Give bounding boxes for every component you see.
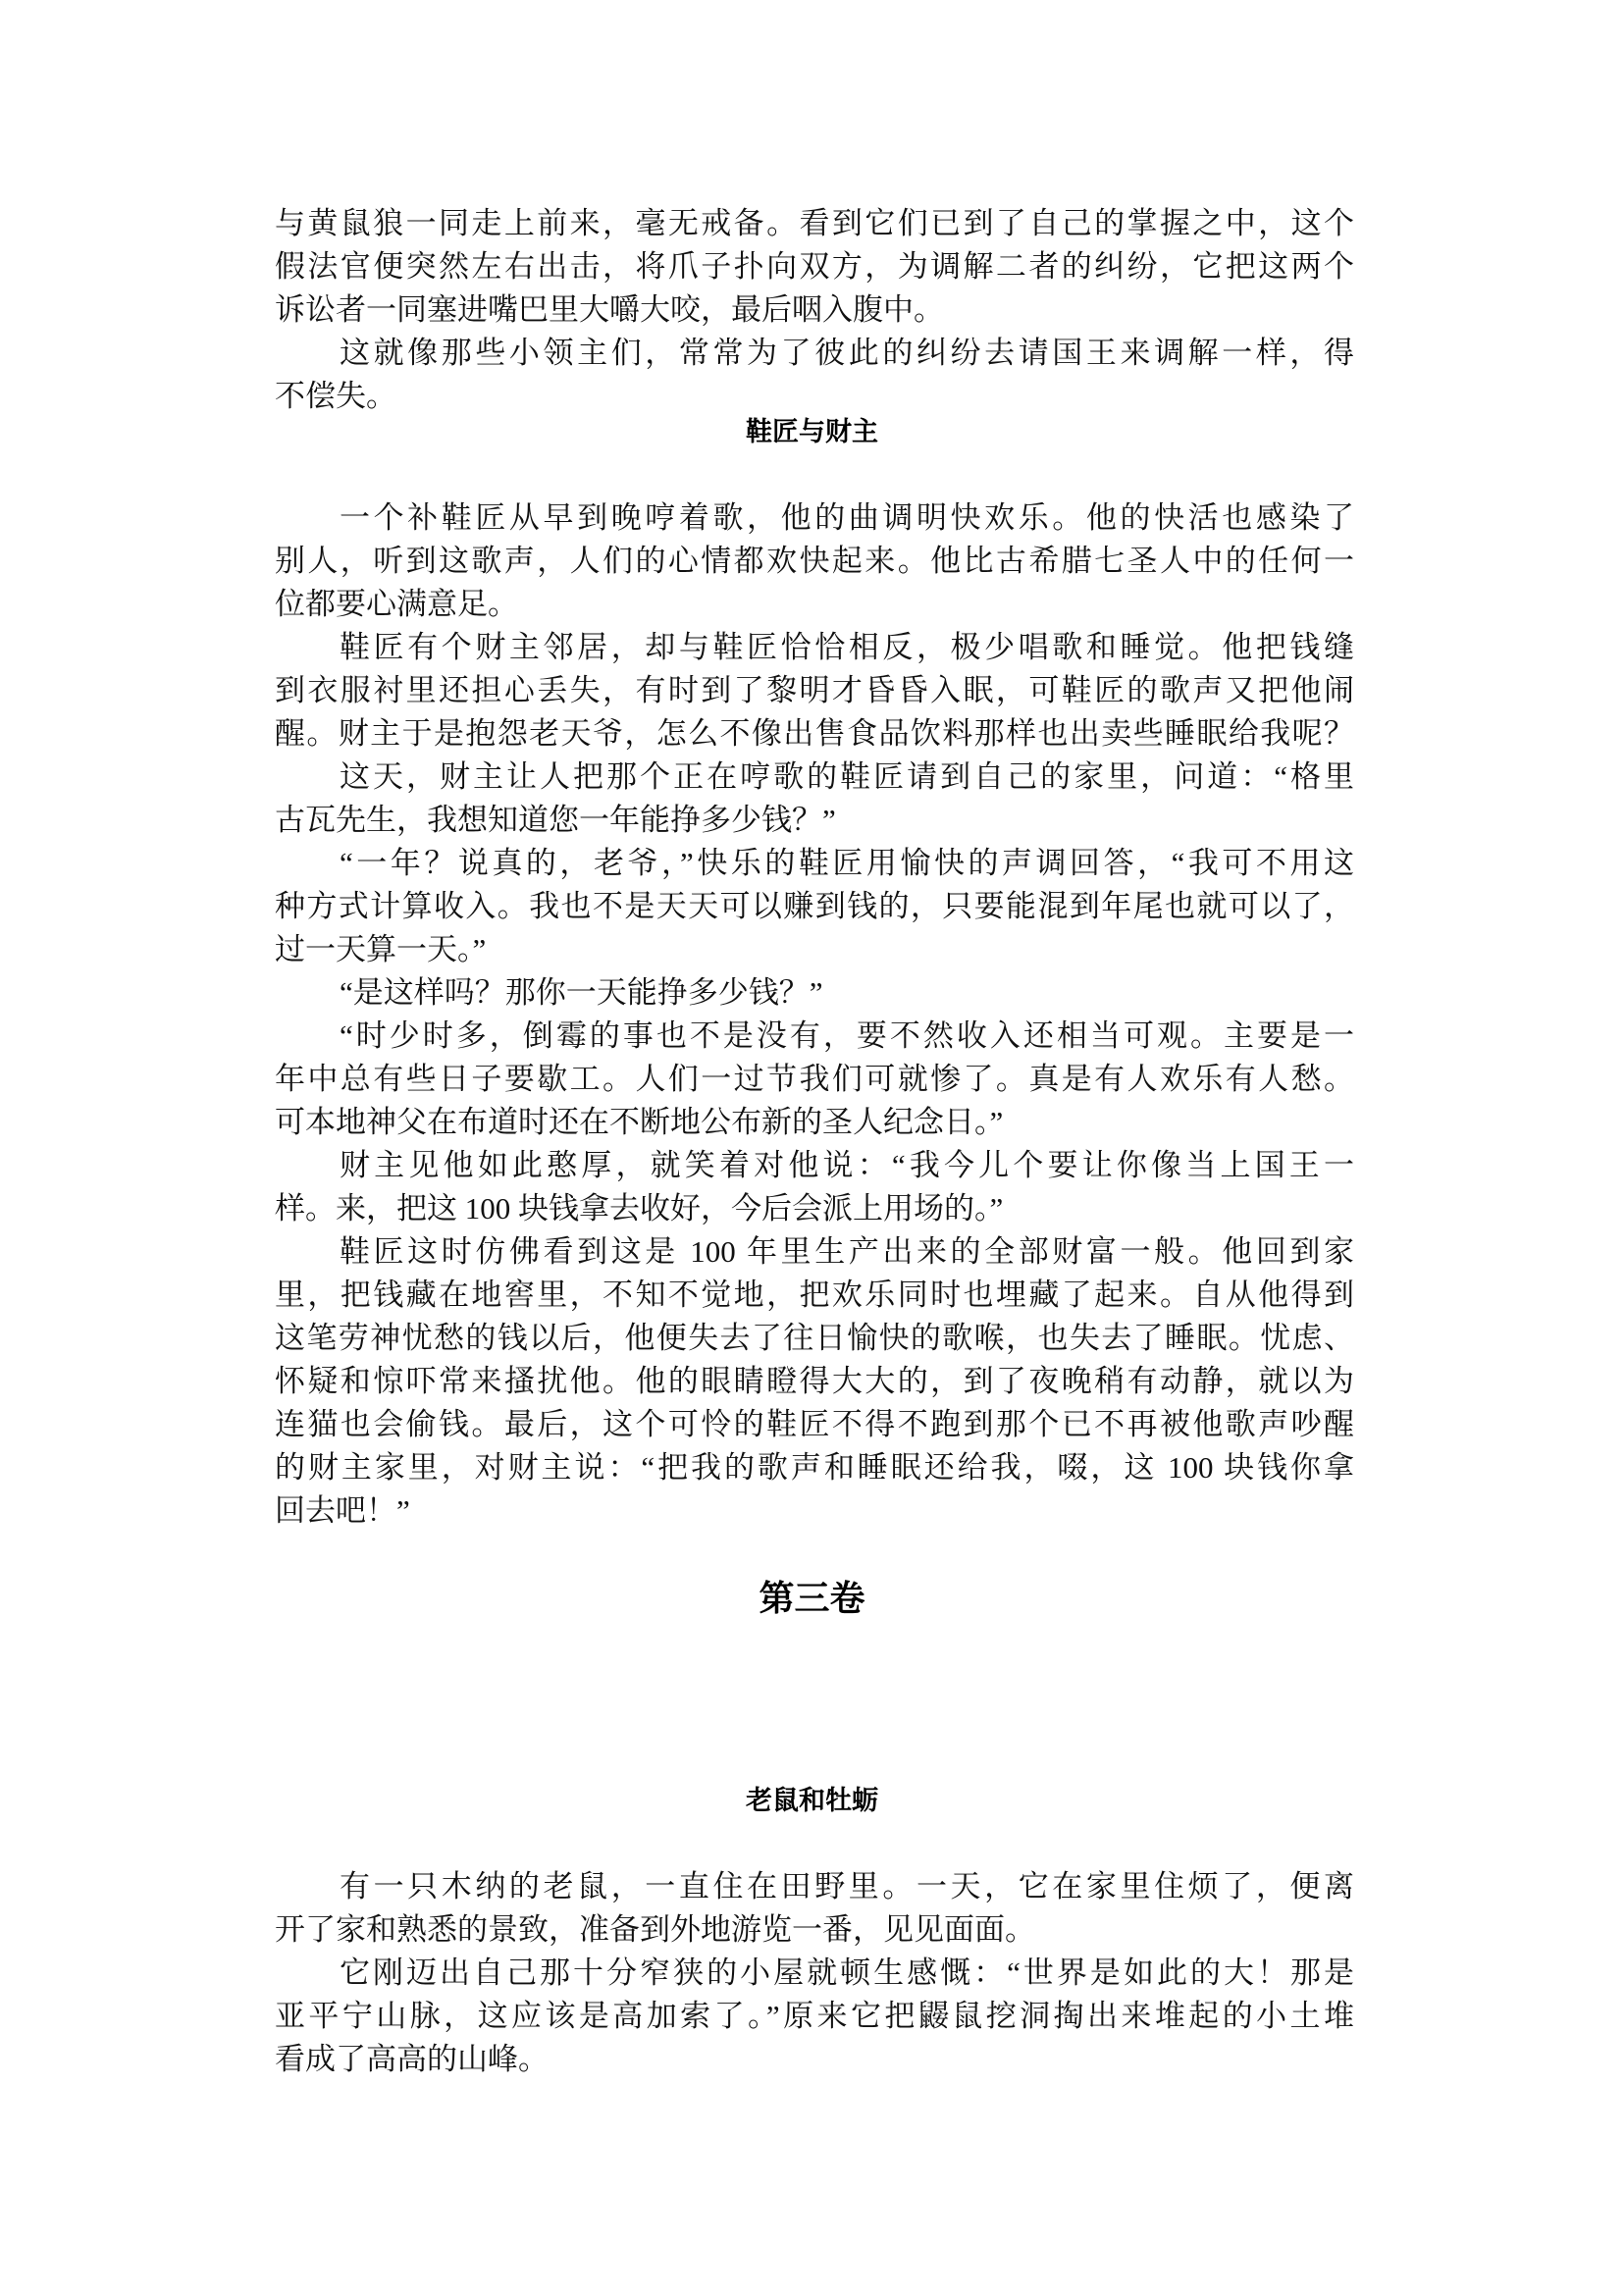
body-line: 财主见他如此憨厚，就笑着对他说：“我今儿个要让你像当上国王一 xyxy=(340,1148,1354,1182)
body-line: “一年？说真的，老爷，”快乐的鞋匠用愉快的声调回答，“我可不用这 xyxy=(340,846,1354,880)
body-line: 连猫也会偷钱。最后，这个可怜的鞋匠不得不跑到那个已不再被他歌声吵醒 xyxy=(275,1407,1354,1441)
body-line: 回去吧！” xyxy=(275,1493,410,1528)
story-title: 老鼠和牡蛎 xyxy=(746,1786,878,1815)
body-line: 的财主家里，对财主说：“把我的歌声和睡眠还给我，啜，这 100 块钱你拿 xyxy=(275,1450,1354,1485)
body-line: 位都要心满意足。 xyxy=(275,587,518,621)
body-line: 假法官便突然左右出击，将爪子扑向双方，为调解二者的纠纷，它把这两个 xyxy=(275,249,1354,284)
body-line: 醒。财主于是抱怨老天爷，怎么不像出售食品饮料那样也出卖些睡眠给我呢？ xyxy=(275,716,1354,751)
body-line: 亚平宁山脉，这应该是高加索了。”原来它把鼹鼠挖洞掏出来堆起的小土堆 xyxy=(275,1999,1354,2033)
body-line: 看成了高高的山峰。 xyxy=(275,2042,549,2076)
body-line: 这就像那些小领主们，常常为了彼此的纠纷去请国王来调解一样，得 xyxy=(340,336,1354,370)
body-line: 可本地神父在布道时还在不断地公布新的圣人纪念日。” xyxy=(275,1105,1004,1139)
body-line: 不偿失。 xyxy=(275,379,396,413)
body-line: 种方式计算收入。我也不是天天可以赚到钱的，只要能混到年尾也就可以了， xyxy=(275,889,1354,923)
body-line: 与黄鼠狼一同走上前来，毫无戒备。看到它们已到了自己的掌握之中，这个 xyxy=(275,206,1354,240)
body-line: 过一天算一天。” xyxy=(275,932,487,966)
body-line: 鞋匠有个财主邻居，却与鞋匠恰恰相反，极少唱歌和睡觉。他把钱缝 xyxy=(340,630,1354,664)
body-line: 古瓦先生，我想知道您一年能挣多少钱？” xyxy=(275,803,836,837)
body-line: 这天，财主让人把那个正在哼歌的鞋匠请到自己的家里，问道：“格里 xyxy=(340,759,1354,794)
body-line: 样。来，把这 100 块钱拿去收好，今后会派上用场的。” xyxy=(275,1191,1004,1225)
body-line: 这笔劳神忧愁的钱以后，他便失去了往日愉快的歌喉，也失去了睡眠。忧虑、 xyxy=(275,1321,1354,1355)
body-line: “是这样吗？那你一天能挣多少钱？” xyxy=(340,975,823,1010)
body-line: 里，把钱藏在地窖里，不知不觉地，把欢乐同时也埋藏了起来。自从他得到 xyxy=(275,1277,1354,1312)
body-line: 年中总有些日子要歇工。人们一过节我们可就惨了。真是有人欢乐有人愁。 xyxy=(275,1062,1354,1096)
volume-title: 第三卷 xyxy=(759,1578,865,1618)
body-line: 一个补鞋匠从早到晚哼着歌，他的曲调明快欢乐。他的快活也感染了 xyxy=(340,500,1354,535)
body-line: 怀疑和惊吓常来搔扰他。他的眼睛瞪得大大的，到了夜晚稍有动静，就以为 xyxy=(275,1364,1354,1398)
body-line: “时少时多，倒霉的事也不是没有，要不然收入还相当可观。主要是一 xyxy=(340,1018,1354,1053)
body-line: 别人，听到这歌声，人们的心情都欢快起来。他比古希腊七圣人中的任何一 xyxy=(275,544,1354,578)
body-line: 它刚迈出自己那十分窄狭的小屋就顿生感慨：“世界是如此的大！那是 xyxy=(340,1955,1354,1990)
body-line: 诉讼者一同塞进嘴巴里大嚼大咬，最后咽入腹中。 xyxy=(275,292,944,327)
story-title: 鞋匠与财主 xyxy=(746,417,878,446)
body-line: 到衣服衬里还担心丢失，有时到了黎明才昏昏入眠，可鞋匠的歌声又把他闹 xyxy=(275,673,1354,707)
body-line: 有一只木纳的老鼠，一直住在田野里。一天，它在家里住烦了，便离 xyxy=(340,1869,1354,1903)
body-line: 鞋匠这时仿佛看到这是 100 年里生产出来的全部财富一般。他回到家 xyxy=(340,1234,1354,1269)
body-line: 开了家和熟悉的景致，准备到外地游览一番，见见面面。 xyxy=(275,1912,1035,1947)
